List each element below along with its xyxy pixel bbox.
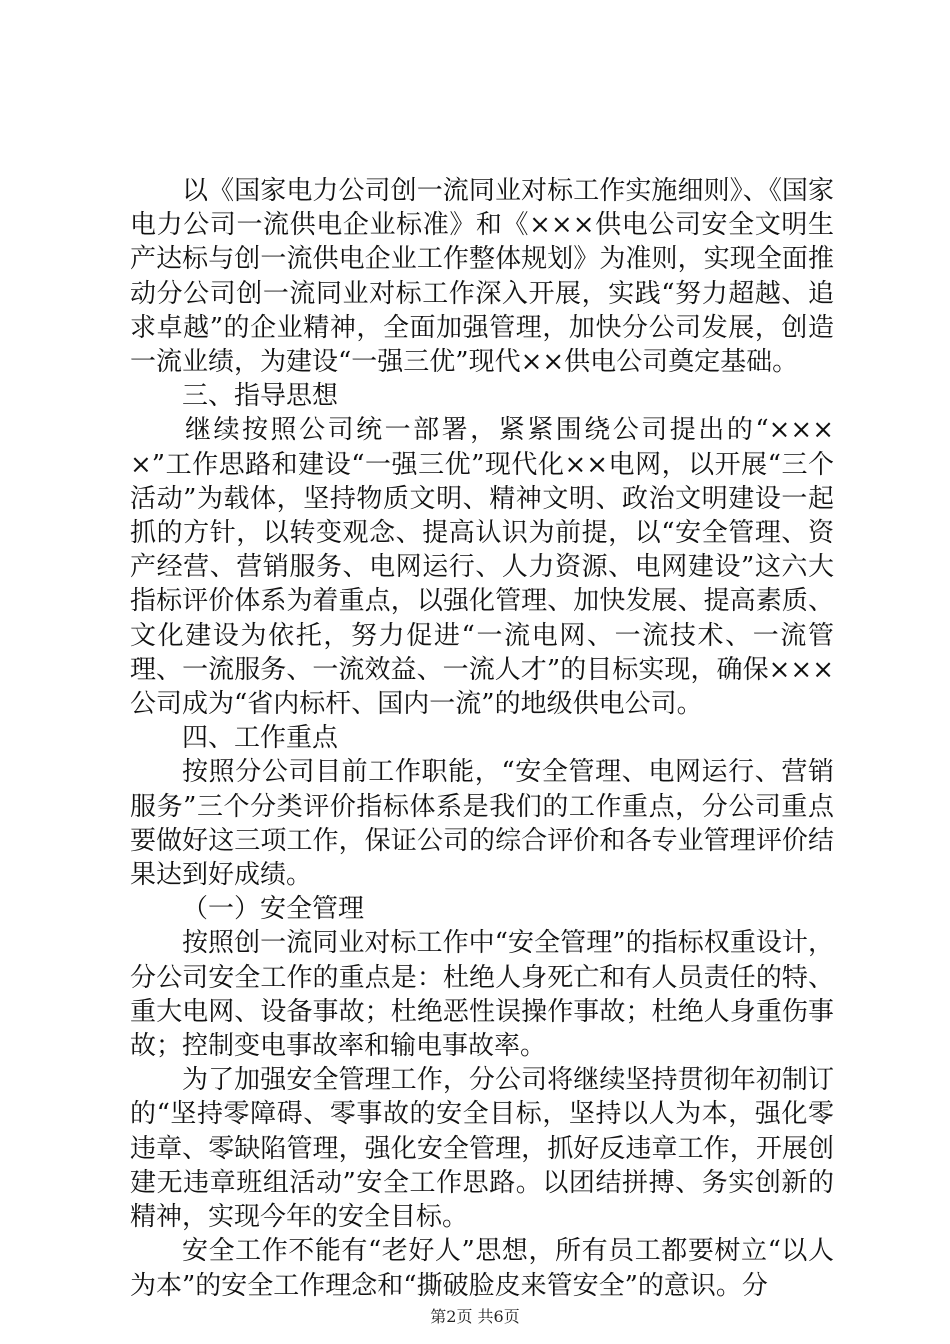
heading-guiding-thought: 三、指导思想 xyxy=(182,381,339,412)
paragraph-safety-key-points: 按照创一流同业对标工作中“安全管理”的指标权重设计，分公司安全工作的重点是：杜绝人身死亡和有人员责任的特、重大电网、设备事故；杜绝恶性误操作事故；杜绝人身重伤事故；控制变电事故率和输电事故率。 xyxy=(130,928,834,1062)
paragraph-guiding-thought: 继续按照公司统一部署，紧紧围绕公司提出的“××××”工作思路和建设“一强三优”现代化××电网，以开展“三个活动”为载体，坚持物质文明、精神文明、政治文明建设一起抓的方针，以转变观念、提高认识为前提，以“安全管理、资产经营、营销服务、电网运行、人力资源、电网建设”这六大指标评价体系为着重点，以强化管理、加快发展、提高素质、文化建设为依托，努力促进“一流电网、一流技术、一流管理、一流服务、一流效益、一流人才”的目标实现，确保×××公司成为“省内标杆、国内一流”的地级供电公司。 xyxy=(130,415,834,720)
page-number-footer: 第2页 共6页 xyxy=(430,1307,520,1326)
paragraph-intro: 以《国家电力公司创一流同业对标工作实施细则》、《国家电力公司一流供电企业标准》和《×××供电公司安全文明生产达标与创一流供电企业工作整体规划》为准则，实现全面推动分公司创一流同业对标工作深入开展，实践“努力超越、追求卓越”的企业精神，全面加强管理，加快分公司发展，创造一流业绩，为建设“一强三优”现代××供电公司奠定基础。 xyxy=(130,176,834,378)
paragraph-safety-mindset: 安全工作不能有“老好人”思想，所有员工都要树立“以人为本”的安全工作理念和“撕破脸皮来管安全”的意识。分 xyxy=(130,1236,834,1301)
paragraph-safety-strengthening: 为了加强安全管理工作，分公司将继续坚持贯彻年初制订的“坚持零障碍、零事故的安全目标，坚持以人为本，强化零违章、零缺陷管理，强化安全管理，抓好反违章工作，开展创建无违章班组活动”安全工作思路。以团结拼搏、务实创新的精神，实现今年的安全目标。 xyxy=(130,1065,834,1233)
heading-work-focus: 四、工作重点 xyxy=(182,723,339,754)
paragraph-work-focus: 按照分公司目前工作职能，“安全管理、电网运行、营销服务”三个分类评价指标体系是我们的工作重点，分公司重点要做好这三项工作，保证公司的综合评价和各专业管理评价结果达到好成绩。 xyxy=(130,757,834,891)
document-body xyxy=(130,174,834,1303)
heading-safety-management: （一）安全管理 xyxy=(182,894,365,925)
